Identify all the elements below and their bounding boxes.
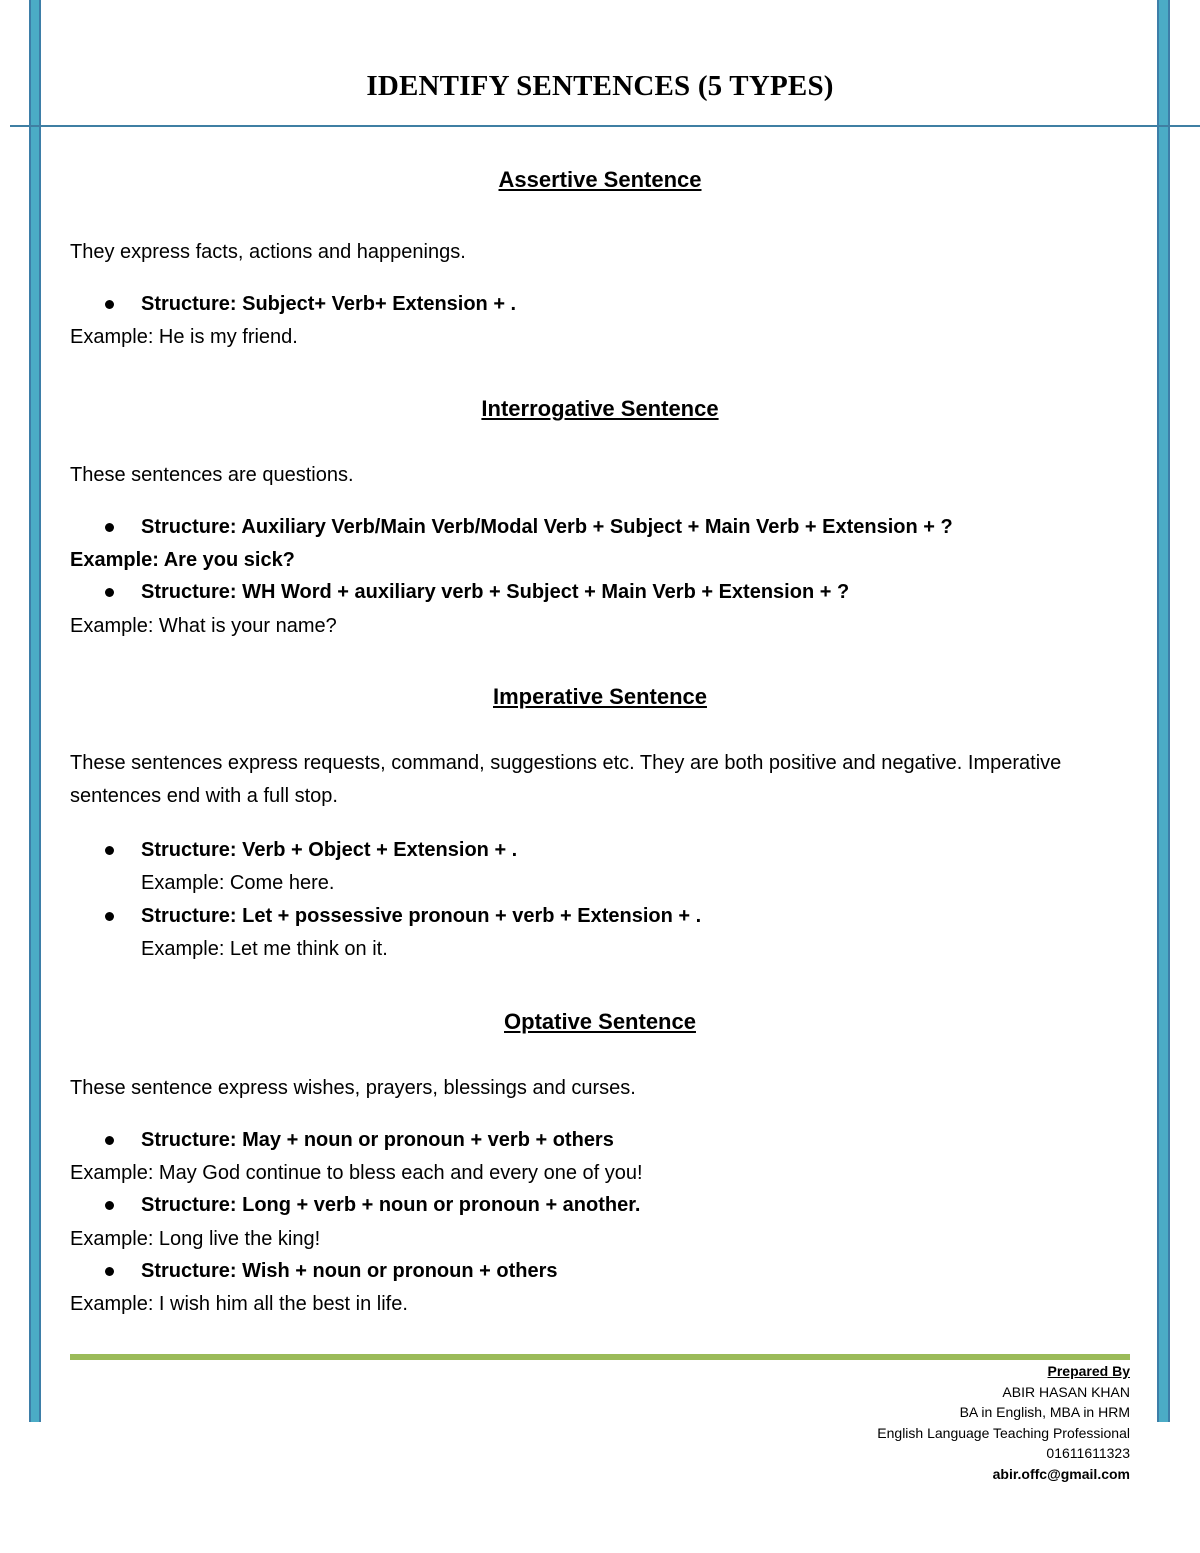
section-heading-interrogative: Interrogative Sentence bbox=[481, 396, 719, 421]
left-border-bar bbox=[29, 0, 41, 1422]
example-text: Example: What is your name? bbox=[70, 615, 337, 637]
author-degrees: BA in English, MBA in HRM bbox=[959, 1404, 1130, 1420]
structure-bullet: Structure: Let + possessive pronoun + verb + Extension + . bbox=[141, 900, 701, 933]
structure-bullet: Structure: Verb + Object + Extension + . bbox=[141, 834, 517, 867]
page-title: IDENTIFY SENTENCES (5 TYPES) bbox=[366, 70, 834, 102]
example-text: Example: I wish him all the best in life. bbox=[70, 1293, 408, 1315]
author-name: ABIR HASAN KHAN bbox=[1002, 1383, 1130, 1400]
structure-bullet: Structure: Auxiliary Verb/Main Verb/Modal Verb + Subject + Main Verb + Extension + ? bbox=[141, 511, 953, 544]
section-description-interrogative: These sentences are questions. bbox=[70, 464, 354, 486]
section-description-imperative: These sentences express requests, command, suggestions etc. They are both positive and negative. Imperative sentences end with a full stop. bbox=[70, 752, 1062, 807]
example-text: Example: Let me think on it. bbox=[141, 938, 388, 960]
example-text: Example: Come here. bbox=[141, 872, 335, 894]
section-heading-assertive: Assertive Sentence bbox=[498, 167, 702, 192]
header-divider bbox=[10, 125, 1200, 127]
footer-divider bbox=[70, 1354, 1130, 1360]
section-description-assertive: They express facts, actions and happenings. bbox=[70, 241, 466, 263]
section-description-optative: These sentence express wishes, prayers, blessings and curses. bbox=[70, 1077, 636, 1099]
example-text: Example: He is my friend. bbox=[70, 326, 298, 348]
author-signature-block bbox=[877, 1361, 1130, 1484]
author-phone: 01611611323 bbox=[1046, 1445, 1130, 1461]
example-text: Example: Long live the king! bbox=[70, 1228, 321, 1250]
right-border-bar bbox=[1157, 0, 1170, 1422]
example-text: Example: Are you sick? bbox=[70, 549, 295, 571]
prepared-by-label: Prepared By bbox=[1047, 1363, 1130, 1379]
section-heading-optative: Optative Sentence bbox=[504, 1009, 696, 1034]
section-heading-imperative: Imperative Sentence bbox=[493, 684, 707, 709]
author-profession: English Language Teaching Professional bbox=[877, 1424, 1130, 1441]
structure-bullet: Structure: Subject+ Verb+ Extension + . bbox=[141, 288, 516, 321]
structure-bullet: Structure: Wish + noun or pronoun + others bbox=[141, 1255, 558, 1288]
author-email: abir.offc@gmail.com bbox=[992, 1465, 1130, 1482]
example-text: Example: May God continue to bless each and every one of you! bbox=[70, 1162, 643, 1184]
structure-bullet: Structure: WH Word + auxiliary verb + Subject + Main Verb + Extension + ? bbox=[141, 576, 849, 609]
structure-bullet: Structure: Long + verb + noun or pronoun + another. bbox=[141, 1189, 640, 1222]
structure-bullet: Structure: May + noun or pronoun + verb + others bbox=[141, 1124, 614, 1157]
